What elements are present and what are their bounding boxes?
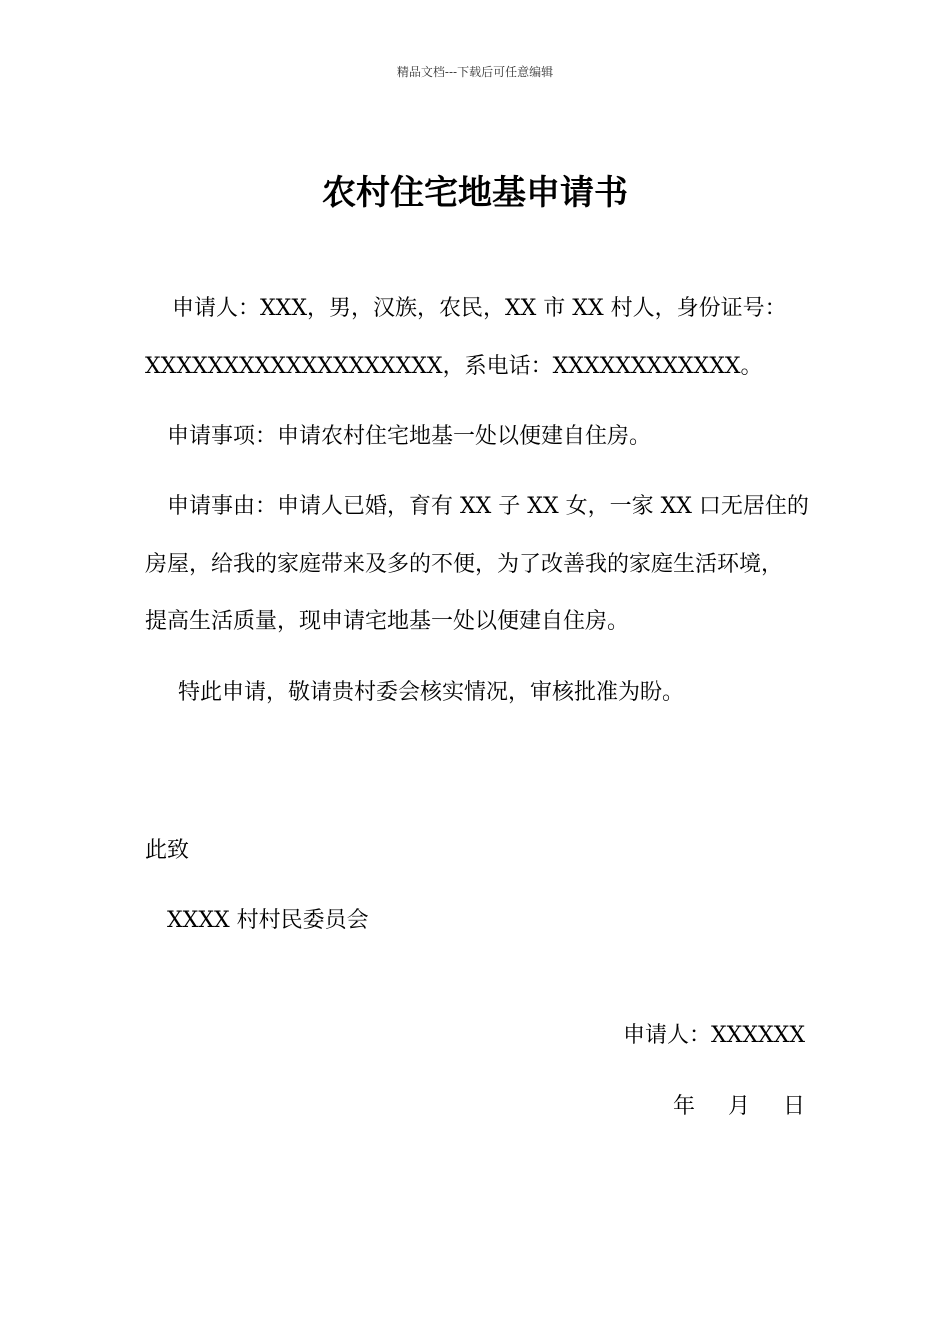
header-note: 精品文档---下载后可任意编辑	[396, 65, 554, 79]
applicant-intro-line-1: 申请人：XXX，男，汉族，农民，XX 市 XX 村人，身份证号：	[172, 296, 787, 321]
recipient: XXXX 村村民委员会	[167, 908, 369, 933]
closing-request: 特此申请，敬请贵村委会核实情况，审核批准为盼。	[178, 680, 685, 705]
date-day: 日	[782, 1094, 805, 1119]
applicant-intro-line-2: XXXXXXXXXXXXXXXXXXX，系电话：XXXXXXXXXXXX。	[145, 354, 763, 379]
application-reason-line-1: 申请事由：申请人已婚，育有 XX 子 XX 女，一家 XX 口无居住的	[167, 494, 809, 519]
application-reason-line-3: 提高生活质量，现申请宅地基一处以便建自住房。	[145, 609, 630, 634]
date-month: 月	[727, 1094, 750, 1119]
document-title: 农村住宅地基申请书	[322, 173, 628, 213]
application-reason-line-2: 房屋，给我的家庭带来及多的不便，为了改善我的家庭生活环境，	[145, 552, 784, 577]
applicant-signature: 申请人：XXXXXX	[623, 1023, 805, 1048]
date-line	[673, 1092, 805, 1122]
application-matter: 申请事项：申请农村住宅地基一处以便建自住房。	[167, 424, 652, 449]
date-year: 年	[672, 1094, 695, 1119]
salutation: 此致	[145, 838, 190, 863]
